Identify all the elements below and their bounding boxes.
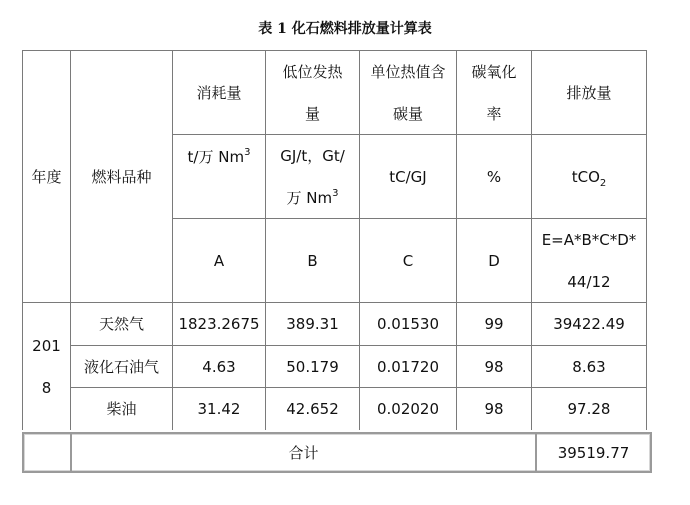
row-1-a: 1823.2675 (172, 302, 265, 345)
row-2-b: 50.179 (265, 345, 359, 387)
letter-d: D (456, 218, 531, 302)
row-3-b: 42.652 (265, 387, 359, 430)
unit-consumption: t/万 Nm$^3$ (172, 134, 265, 218)
row-1-fuel: 天然气 (70, 302, 172, 345)
letter-c: C (359, 218, 456, 302)
unit-oxidation-rate: % (456, 134, 531, 218)
header-low-heat-value: 低位发热 量 (265, 50, 359, 134)
letter-a: A (172, 218, 265, 302)
row-2-a: 4.63 (172, 345, 265, 387)
table-caption (0, 18, 690, 38)
header-oxidation-rate: 碳氧化 率 (456, 50, 531, 134)
header-year: 年度 (22, 50, 70, 302)
year-value: 201 8 (22, 302, 70, 430)
total-row (22, 432, 652, 473)
unit-carbon-content: tC/GJ (359, 134, 456, 218)
caption-title: 化石燃料排放量计算表 (291, 21, 432, 37)
unit-low-heat-value: GJ/t，Gt/ 万 Nm$^3$ (265, 134, 359, 218)
header-consumption: 消耗量 (172, 50, 265, 134)
letter-b: B (265, 218, 359, 302)
row-1-d: 99 (456, 302, 531, 345)
row-2-c: 0.01720 (359, 345, 456, 387)
header-emissions: 排放量 (531, 50, 647, 134)
formula-e: E=A*B*C*D* 44/12 (531, 218, 647, 302)
row-2-e: 8.63 (531, 345, 647, 387)
emission-table (22, 50, 647, 430)
row-3-a: 31.42 (172, 387, 265, 430)
row-1-b: 389.31 (265, 302, 359, 345)
caption-number: 1 (277, 21, 287, 37)
row-2-fuel: 液化石油气 (70, 345, 172, 387)
row-3-e: 97.28 (531, 387, 647, 430)
row-1-c: 0.01530 (359, 302, 456, 345)
row-1-e: 39422.49 (531, 302, 647, 345)
total-label: 合计 (288, 444, 319, 462)
row-2-d: 98 (456, 345, 531, 387)
row-3-d: 98 (456, 387, 531, 430)
caption-prefix: 表 (258, 21, 273, 37)
header-fuel-type: 燃料品种 (70, 50, 172, 302)
row-3-c: 0.02020 (359, 387, 456, 430)
header-carbon-content: 单位热值含 碳量 (359, 50, 456, 134)
row-3-fuel: 柴油 (70, 387, 172, 430)
unit-emissions: tCO$_2$ (531, 134, 647, 218)
total-value: 39519.77 (557, 443, 630, 462)
